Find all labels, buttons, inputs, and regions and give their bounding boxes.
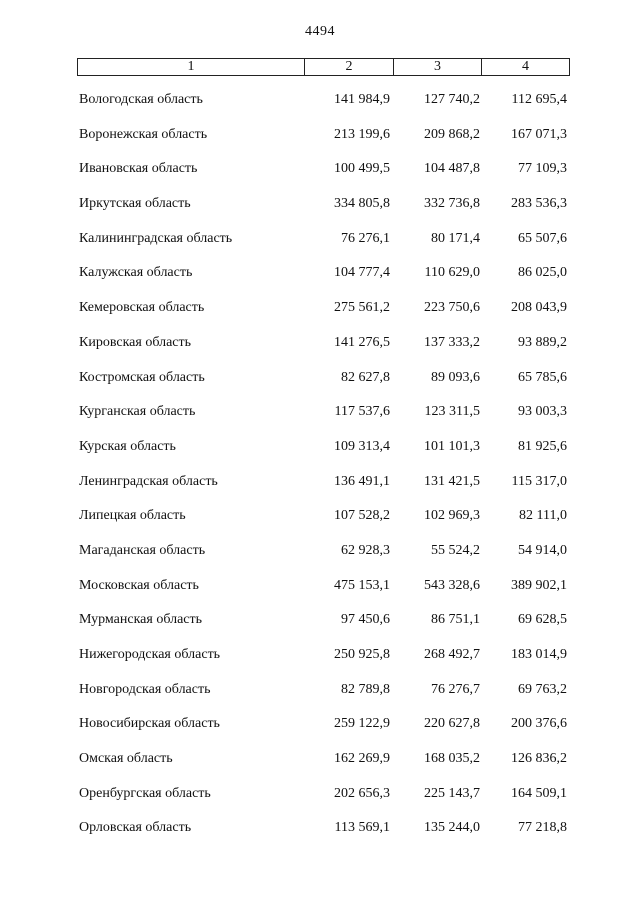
value-cell-col4: 200 376,6	[511, 716, 567, 732]
region-name-cell: Мурманская область	[79, 612, 203, 628]
table-row	[0, 470, 640, 505]
value-cell-col2: 82 627,8	[341, 369, 390, 385]
table-row	[0, 400, 640, 435]
region-name-cell: Магаданская область	[79, 542, 206, 558]
value-cell-col2: 250 925,8	[334, 647, 390, 662]
region-name-cell: Калининградская область	[79, 230, 233, 246]
value-cell-col2: 76 276,1	[341, 230, 390, 246]
value-cell-col4: 164 509,1	[511, 785, 567, 801]
table-row	[0, 296, 640, 331]
table-row	[0, 366, 640, 401]
value-cell-col3: 104 487,8	[424, 161, 480, 177]
value-cell-col4: 82 111,0	[519, 508, 567, 524]
value-cell-col3: 123 311,5	[424, 404, 480, 420]
value-cell-col3: 86 751,1	[431, 612, 480, 628]
header-cell-4: 4	[522, 59, 529, 74]
value-cell-col3: 220 627,8	[424, 716, 480, 732]
value-cell-col4: 389 902,1	[511, 577, 567, 593]
value-cell-col2: 259 122,9	[334, 716, 390, 732]
value-cell-col3: 131 421,5	[424, 473, 480, 489]
header-cell-3: 3	[394, 59, 482, 75]
value-cell-col2: 107 528,2	[334, 508, 390, 524]
table-row	[0, 782, 640, 817]
value-cell-col3: 101 101,3	[424, 438, 480, 454]
header-cell-1: 1	[78, 59, 305, 75]
value-cell-col4: 54 914,0	[518, 542, 567, 558]
header-cell-2: 2	[305, 59, 394, 75]
region-name-cell: Омская область	[79, 751, 173, 767]
value-cell-col4: 65 507,6	[518, 230, 567, 246]
value-cell-col4: 283 536,3	[511, 196, 567, 212]
value-cell-col3: 543 328,6	[424, 577, 480, 593]
value-cell-col2: 275 561,2	[334, 300, 390, 316]
value-cell-col2: 97 450,6	[341, 612, 390, 628]
value-cell-col3: 168 035,2	[424, 751, 480, 767]
table-row	[0, 816, 640, 851]
value-cell-col2: 109 313,4	[334, 438, 390, 454]
value-cell-col4: 183 014,9	[511, 647, 567, 662]
region-name-cell: Курганская область	[79, 404, 196, 420]
value-cell-col3: 225 143,7	[424, 785, 480, 801]
region-name-cell: Вологодская область	[79, 92, 203, 107]
region-name-cell: Новгородская область	[79, 681, 211, 697]
value-cell-col3: 137 333,2	[424, 334, 480, 350]
region-name-cell: Костромская область	[79, 369, 205, 385]
region-name-cell: Кемеровская область	[79, 300, 205, 316]
table-body	[0, 88, 640, 851]
value-cell-col2: 104 777,4	[334, 265, 390, 281]
region-name-cell: Новосибирская область	[79, 716, 220, 732]
page-number: 4494	[305, 24, 335, 39]
value-cell-col2: 82 789,8	[341, 681, 390, 697]
table-row	[0, 712, 640, 747]
region-name-cell: Оренбургская область	[79, 785, 211, 801]
table-row	[0, 261, 640, 296]
value-cell-col2: 213 199,6	[334, 126, 390, 142]
region-name-cell: Ленинградская область	[79, 473, 218, 489]
table-row	[0, 88, 640, 123]
value-cell-col3: 135 244,0	[424, 820, 480, 836]
table-row	[0, 504, 640, 539]
region-name-cell: Иркутская область	[79, 196, 191, 212]
value-cell-col2: 141 984,9	[334, 92, 390, 107]
value-cell-col3: 332 736,8	[424, 196, 480, 212]
table-row	[0, 574, 640, 609]
region-name-cell: Воронежская область	[79, 126, 208, 142]
value-cell-col4: 126 836,2	[511, 751, 567, 767]
value-cell-col3: 55 524,2	[431, 542, 480, 558]
value-cell-col2: 475 153,1	[334, 577, 390, 593]
value-cell-col2: 202 656,3	[334, 785, 390, 801]
value-cell-col4: 86 025,0	[518, 265, 567, 281]
table-row	[0, 539, 640, 574]
value-cell-col4: 208 043,9	[511, 300, 567, 316]
value-cell-col2: 113 569,1	[334, 820, 390, 836]
value-cell-col4: 112 695,4	[511, 92, 567, 107]
region-name-cell: Орловская область	[79, 820, 192, 836]
table-row	[0, 747, 640, 782]
value-cell-col4: 69 763,2	[518, 681, 567, 697]
value-cell-col3: 268 492,7	[424, 647, 480, 662]
table-row	[0, 643, 640, 678]
value-cell-col2: 100 499,5	[334, 161, 390, 177]
table-row	[0, 123, 640, 158]
table-row	[0, 331, 640, 366]
value-cell-col4: 81 925,6	[518, 438, 567, 454]
region-name-cell: Кировская область	[79, 334, 192, 350]
table-header	[77, 58, 570, 76]
value-cell-col4: 77 218,8	[518, 820, 567, 836]
value-cell-col4: 93 889,2	[518, 334, 567, 350]
region-name-cell: Ивановская область	[79, 161, 198, 177]
region-name-cell: Нижегородская область	[79, 647, 221, 662]
table-row	[0, 678, 640, 713]
value-cell-col2: 117 537,6	[334, 404, 390, 420]
table-row	[0, 157, 640, 192]
value-cell-col3: 127 740,2	[424, 92, 480, 107]
table-row	[0, 435, 640, 470]
table-row	[0, 608, 640, 643]
region-name-cell: Липецкая область	[79, 508, 186, 524]
value-cell-col2: 334 805,8	[334, 196, 390, 212]
value-cell-col2: 136 491,1	[334, 473, 390, 489]
value-cell-col2: 141 276,5	[334, 334, 390, 350]
value-cell-col3: 223 750,6	[424, 300, 480, 316]
value-cell-col4: 65 785,6	[518, 369, 567, 385]
value-cell-col3: 80 171,4	[431, 230, 480, 246]
value-cell-col3: 209 868,2	[424, 126, 480, 142]
value-cell-col3: 76 276,7	[431, 681, 480, 697]
value-cell-col3: 110 629,0	[424, 265, 480, 281]
value-cell-col4: 167 071,3	[511, 126, 567, 142]
value-cell-col4: 69 628,5	[518, 612, 567, 628]
region-name-cell: Московская область	[79, 577, 199, 593]
value-cell-col3: 89 093,6	[431, 369, 480, 385]
table-row	[0, 227, 640, 262]
value-cell-col3: 102 969,3	[424, 508, 480, 524]
region-name-cell: Курская область	[79, 438, 176, 454]
value-cell-col2: 162 269,9	[334, 751, 390, 767]
value-cell-col4: 115 317,0	[511, 473, 567, 489]
region-name-cell: Калужская область	[79, 265, 193, 281]
table-row	[0, 192, 640, 227]
value-cell-col2: 62 928,3	[341, 542, 390, 558]
value-cell-col4: 77 109,3	[518, 161, 567, 177]
value-cell-col4: 93 003,3	[518, 404, 567, 420]
